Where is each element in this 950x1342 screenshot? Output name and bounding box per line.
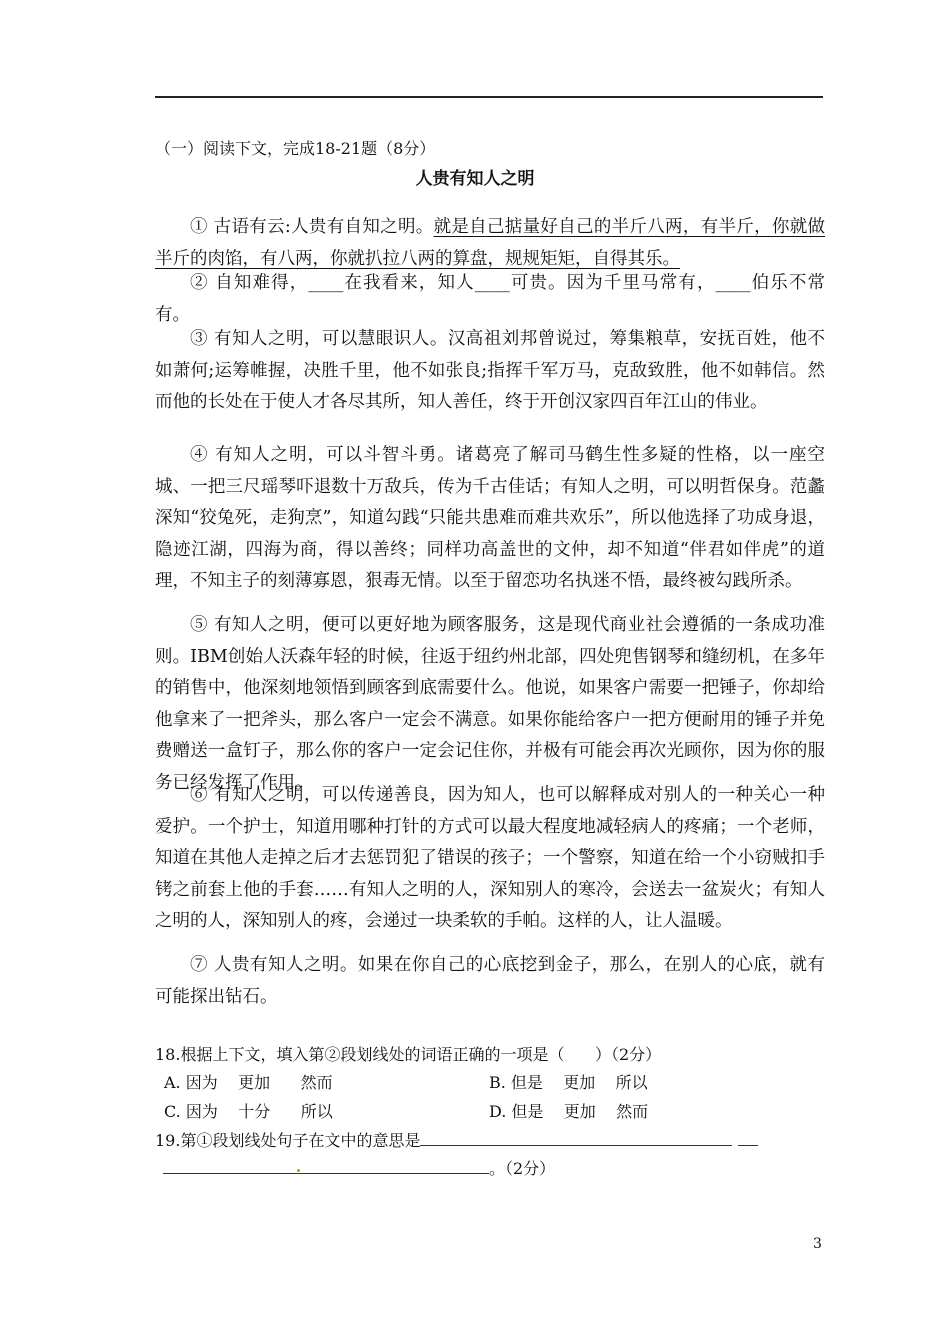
- paragraph-3: ③ 有知人之明，可以慧眼识人。汉高祖刘邦曾说过，筹集粮草，安抚百姓，他不如萧何;运筹帷握，决胜千里，他不如张良;指挥千军万马，克敌致胜，他不如韩信。然而他的长处在于使人才各尽其所，知人善任，终于开创汉家四百年江山的伟业。: [155, 329, 825, 412]
- stray-mark: [297, 1169, 300, 1172]
- question-18-option-c: C. 因为 十分 所以: [164, 1102, 333, 1121]
- paragraph-6: ⑥ 有知人之明，可以传递善良，因为知人，也可以解释成对别人的一种关心一种爱护。一个护士，知道用哪种打针的方式可以最大程度地减轻病人的疼痛；一个老师，知道在其他人走掉之后才去惩罚犯了错误的孩子；一个警察，知道在给一个小窃贼扣手铐之前套上他的手套……有知人之明的人，深知别人的寒冷，会送去一盆炭火；有知人之明的人，深知别人的疼，会递过一块柔软的手帕。这样的人，让人温暖。: [155, 785, 825, 931]
- question-18-stem: 18.根据上下文，填入第②段划线处的词语正确的一项是（ ）（2分）: [155, 1045, 662, 1064]
- answer-blank-2[interactable]: [738, 1129, 758, 1146]
- paragraph-7: ⑦ 人贵有知人之明。如果在你自己的心底挖到金子，那么，在别人的心底，就有可能探出钻石。: [155, 955, 825, 1007]
- article-title: 人贵有知人之明: [415, 169, 535, 189]
- question-18-option-d: D. 但是 更加 然而: [489, 1102, 649, 1121]
- paragraph-1-plain: ① 古语有云:人贵有自知之明。: [190, 217, 434, 237]
- answer-blank-3[interactable]: [163, 1157, 489, 1174]
- question-19-line-1: [155, 1128, 758, 1151]
- question-19-line-2: [163, 1156, 555, 1179]
- question-19-tail: 。（2分）: [489, 1159, 556, 1178]
- question-18-option-b: B. 但是 更加 所以: [489, 1073, 648, 1092]
- page-number: 3: [813, 1236, 822, 1252]
- paragraph-1: [155, 212, 825, 275]
- section-heading: （一）阅读下文，完成18-21题（8分）: [155, 139, 436, 158]
- paragraph-1-underlined: 就是自己掂量好自己的半斤八两，有半斤，你就做半斤的肉馅，有八两，你就扒拉八两的算盘，规规矩矩，自得其乐。: [155, 217, 825, 269]
- paragraph-2: ② 自知难得，____在我看来，知人____可贵。因为千里马常有，____伯乐不常有。: [155, 273, 825, 325]
- paragraph-4: ④ 有知人之明，可以斗智斗勇。诸葛亮了解司马鹤生性多疑的性格，以一座空城、一把三尺瑶琴吓退数十万敌兵，传为千古佳话；有知人之明，可以明哲保身。范蠡深知“狡兔死，走狗烹”，知道勾践“只能共患难而难共欢乐”，所以他选择了功成身退，隐迹江湖，四海为商，得以善终；同样功高盖世的文仲，却不知道“伴君如伴虎”的道理，不知主子的刻薄寡恩，狠毒无情。以至于留恋功名执迷不悟，最终被勾践所杀。: [155, 445, 825, 591]
- question-18-option-a: A. 因为 更加 然而: [164, 1073, 333, 1092]
- header-rule: [155, 96, 823, 98]
- paragraph-5: ⑤ 有知人之明，便可以更好地为顾客服务，这是现代商业社会遵循的一条成功准则。IBM创始人沃森年轻的时候，往返于纽约州北部，四处兜售钢琴和缝纫机，在多年的销售中，他深刻地领悟到顾客到底需要什么。他说，如果客户需要一把锤子，你却给他拿来了一把斧头，那么客户一定会不满意。如果你能给客户一把方便耐用的锤子并免费赠送一盒钉子，那么你的客户一定会记住你，并极有可能会再次光顾你，因为你的服务已经发挥了作用。: [155, 615, 825, 793]
- question-19-stem: 19.第①段划线处句子在文中的意思是: [155, 1131, 421, 1150]
- answer-blank-1[interactable]: [420, 1129, 732, 1146]
